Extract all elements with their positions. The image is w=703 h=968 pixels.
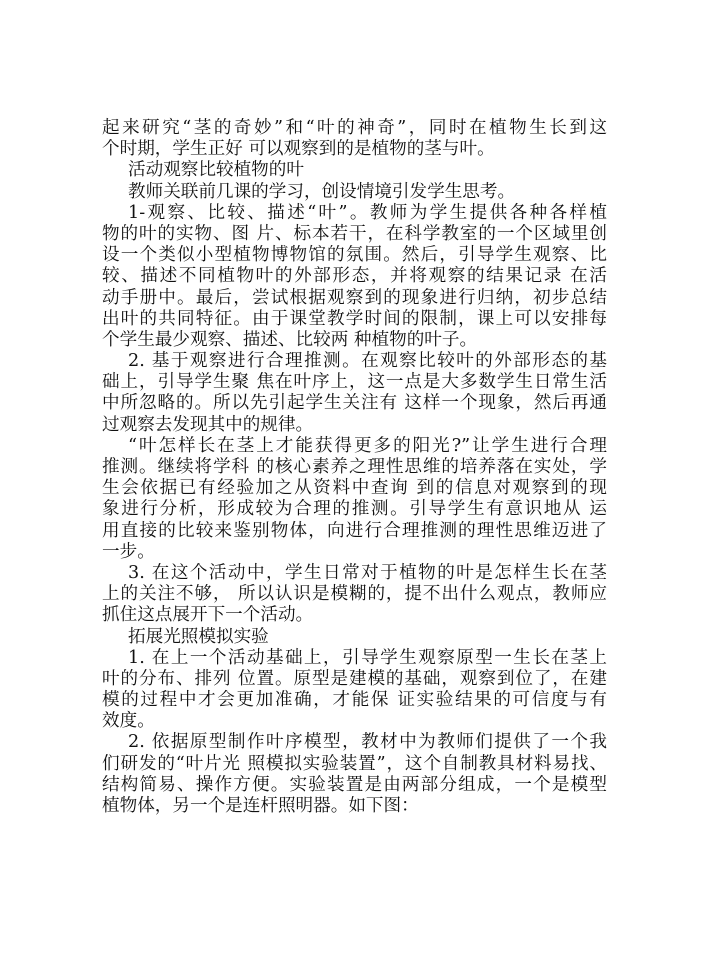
text-line: 个时期，学生正好 可以观察到的是植物的茎与叶。: [102, 139, 495, 160]
text-line: 叶的分布、排列 位置。原型是建模的基础，观察到位了，在建: [102, 668, 607, 689]
text-line: 础上，引导学生聚 焦在叶序上，这一点是大多数学生日常生活: [102, 372, 607, 393]
text-line: 模的过程中才会更加准确，才能保 证实验结果的可信度与有: [102, 690, 607, 711]
text-line: 出叶的共同特征。由于课堂教学时间的限制，课上可以安排每: [102, 308, 607, 329]
text-line: 设一个类似小型植物博物馆的氛围。然后，引导学生观察、比: [102, 245, 607, 266]
text-line: 过观察去发现其中的规律。: [102, 414, 314, 435]
text-line: 结构简易、操作方便。实验装置是由两部分组成，一个是模型: [102, 774, 607, 795]
text-line: 2. 基于观察进行合理推测。在观察比较叶的外部形态的基: [128, 351, 607, 372]
text-line: 上的关注不够， 所以认识是模糊的，提不出什么观点，教师应: [102, 584, 607, 605]
text-line: 效度。: [102, 711, 155, 732]
body-text: [102, 118, 607, 817]
text-line: 个学生最少观察、描述、比较两 种植物的叶子。: [102, 329, 478, 350]
text-line: 物的叶的实物、图 片、标本若干，在科学教室的一个区域里创: [102, 223, 607, 244]
text-line: 一步。: [102, 541, 155, 562]
text-line: 1. 在上一个活动基础上，引导学生观察原型一生长在茎上: [128, 647, 607, 668]
text-line: 们研发的“叶片光 照模拟实验装置”，这个自制教具材料易找、: [102, 753, 607, 774]
text-line: 较、描述不同植物叶的外部形态，并将观察的结果记录 在活: [102, 266, 607, 287]
text-line: 活动观察比较植物的叶: [128, 160, 304, 181]
text-line: 1-观察、比较、描述“叶”。教师为学生提供各种各样植: [128, 202, 607, 223]
text-line: “叶怎样长在茎上才能获得更多的阳光?”让学生进行合理: [128, 435, 607, 456]
text-line: 生会依据已有经验加之从资料中查询 到的信息对观察到的现: [102, 478, 607, 499]
text-line: 中所忽略的。所以先引起学生关注有 这样一个现象，然后再通: [102, 393, 607, 414]
text-line: 动手册中。最后，尝试根据观察到的现象进行归纳，初步总结: [102, 287, 607, 308]
text-line: 3. 在这个活动中，学生日常对于植物的叶是怎样生长在茎: [128, 562, 607, 583]
text-line: 用直接的比较来鉴别物体，向进行合理推测的理性思维迈进了: [102, 520, 607, 541]
text-line: 拓展光照模拟实验: [128, 626, 269, 647]
text-line: 抓住这点展开下一个活动。: [102, 605, 314, 626]
text-line: 教师关联前几课的学习，创设情境引发学生思考。: [128, 181, 516, 202]
text-line: 2. 依据原型制作叶序模型，教材中为教师们提供了一个我: [128, 732, 607, 753]
text-line: 起来研究“茎的奇妙”和“叶的神奇”，同时在植物生长到这: [102, 118, 607, 138]
text-line: 推测。继续将学科 的核心素养之理性思维的培养落在实处，学: [102, 457, 607, 477]
text-line: 植物体，另一个是连杆照明器。如下图：: [102, 796, 419, 816]
text-line: 象进行分析，形成较为合理的推测。引导学生有意识地从 运: [102, 499, 607, 520]
